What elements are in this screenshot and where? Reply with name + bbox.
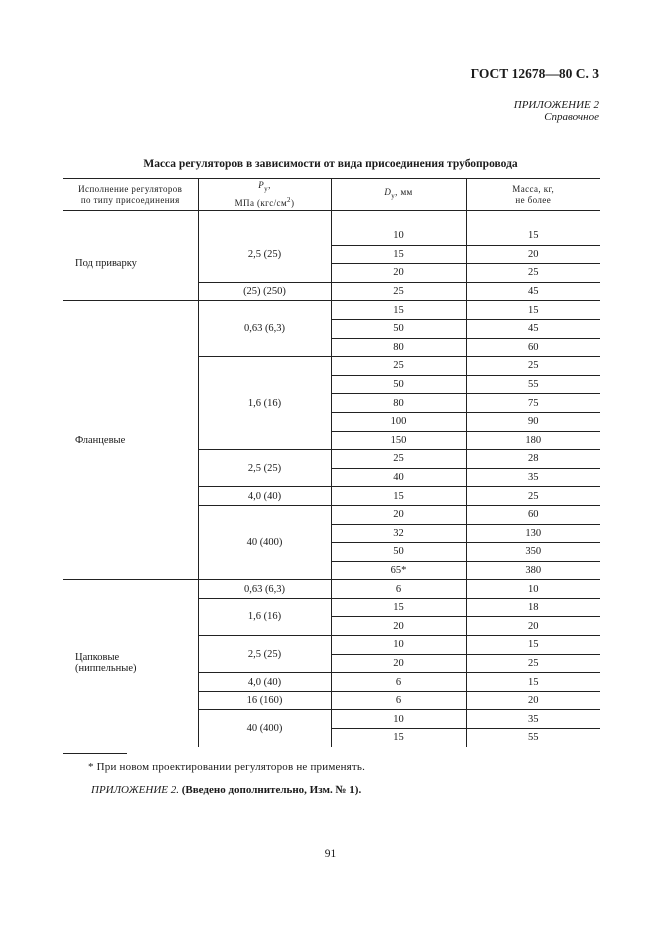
amendment-note-appendix: ПРИЛОЖЕНИЕ 2. bbox=[91, 784, 179, 796]
mass-cell: 130 bbox=[466, 524, 600, 543]
header-pressure bbox=[198, 179, 331, 211]
mass-cell: 25 bbox=[466, 654, 600, 673]
diameter-cell: 65* bbox=[331, 561, 466, 580]
diameter-cell: 20 bbox=[331, 505, 466, 524]
pressure-cell: 1,6 (16) bbox=[198, 357, 331, 450]
diameter-cell: 10 bbox=[331, 636, 466, 655]
pressure-cell: 4,0 (40) bbox=[198, 673, 331, 692]
diameter-cell: 6 bbox=[331, 580, 466, 599]
table-header-row bbox=[63, 179, 600, 211]
pressure-cell: 40 (400) bbox=[198, 505, 331, 579]
mass-cell: 25 bbox=[466, 264, 600, 283]
mass-cell: 18 bbox=[466, 598, 600, 617]
pressure-cell: 0,63 (6,3) bbox=[198, 580, 331, 599]
appendix-type: Справочное bbox=[544, 111, 599, 123]
page-number: 91 bbox=[324, 848, 337, 860]
mass-cell: 45 bbox=[466, 282, 600, 301]
mass-cell: 10 bbox=[466, 580, 600, 599]
header-p-unit-sup: 2 bbox=[287, 195, 291, 204]
mass-cell: 25 bbox=[466, 487, 600, 506]
diameter-cell: 25 bbox=[331, 357, 466, 376]
mass-cell: 75 bbox=[466, 394, 600, 413]
header-d-unit: , мм bbox=[395, 187, 413, 198]
amendment-note-text: (Введено дополнительно, Изм. № 1). bbox=[181, 784, 362, 796]
header-p-unit-close: ) bbox=[290, 197, 295, 208]
mass-cell: 60 bbox=[466, 505, 600, 524]
diameter-cell: 15 bbox=[331, 598, 466, 617]
mass-cell: 20 bbox=[466, 245, 600, 264]
header-d-sub: y bbox=[391, 191, 396, 200]
mass-cell: 60 bbox=[466, 338, 600, 357]
connection-type-label: Цапковые bbox=[75, 652, 120, 664]
header-p-unit: МПа (кгс/см bbox=[234, 197, 288, 208]
mass-cell: 350 bbox=[466, 543, 600, 562]
pressure-cell: 4,0 (40) bbox=[198, 487, 331, 506]
diameter-cell: 150 bbox=[331, 431, 466, 450]
table-row bbox=[63, 227, 600, 245]
pressure-cell: 16 (160) bbox=[198, 691, 331, 710]
diameter-cell: 32 bbox=[331, 524, 466, 543]
mass-table-body bbox=[63, 179, 600, 747]
header-col1-line2: по типу присоединения bbox=[80, 194, 180, 205]
connection-type-cell bbox=[63, 580, 198, 747]
diameter-cell: 15 bbox=[331, 487, 466, 506]
header-mass-line2: не более bbox=[515, 194, 552, 205]
header-p-sub: y bbox=[264, 184, 269, 193]
mass-cell: 15 bbox=[528, 230, 539, 242]
header-mass bbox=[466, 179, 600, 211]
diameter-cell: 80 bbox=[331, 338, 466, 357]
header-mass-line1: Масса, кг, bbox=[512, 183, 555, 194]
diameter-cell: 20 bbox=[331, 264, 466, 283]
diameter-cell: 15 bbox=[331, 729, 466, 747]
mass-cell: 15 bbox=[466, 673, 600, 692]
diameter-cell: 10 bbox=[331, 710, 466, 729]
diameter-cell: 15 bbox=[331, 301, 466, 320]
header-connection-type bbox=[63, 179, 198, 211]
mass-table bbox=[63, 178, 600, 747]
diameter-cell: 50 bbox=[331, 375, 466, 394]
connection-type-label: Фланцевые bbox=[75, 434, 126, 446]
pressure-cell: (25) (250) bbox=[198, 282, 331, 301]
header-diameter bbox=[331, 179, 466, 211]
diameter-cell: 25 bbox=[331, 450, 466, 469]
mass-cell: 25 bbox=[466, 357, 600, 376]
diameter-cell: 6 bbox=[331, 691, 466, 710]
header-p-symbol: P bbox=[258, 180, 265, 191]
mass-cell: 180 bbox=[466, 431, 600, 450]
table-spacer-row bbox=[63, 211, 600, 228]
pressure-cell: 0,63 (6,3) bbox=[198, 301, 331, 357]
diameter-cell: 10 bbox=[331, 227, 466, 245]
diameter-cell: 6 bbox=[331, 673, 466, 692]
diameter-cell: 50 bbox=[331, 543, 466, 562]
diameter-cell: 15 bbox=[331, 245, 466, 264]
connection-type-cell bbox=[63, 301, 198, 580]
connection-type-label: Под приварку bbox=[75, 258, 137, 270]
mass-cell: 380 bbox=[466, 561, 600, 580]
table-row bbox=[63, 301, 600, 320]
mass-cell: 15 bbox=[466, 301, 600, 320]
mass-cell: 55 bbox=[466, 729, 600, 747]
appendix-label bbox=[514, 99, 599, 123]
pressure-cell: 2,5 (25) bbox=[198, 227, 331, 282]
pressure-cell: 2,5 (25) bbox=[198, 450, 331, 487]
mass-cell: 35 bbox=[466, 468, 600, 487]
mass-cell: 45 bbox=[466, 319, 600, 338]
mass-cell: 35 bbox=[466, 710, 600, 729]
diameter-cell: 80 bbox=[331, 394, 466, 413]
table-title: Масса регуляторов в зависимости от вида присоединения трубопровода bbox=[143, 158, 518, 170]
mass-cell: 28 bbox=[466, 450, 600, 469]
diameter-cell: 50 bbox=[331, 319, 466, 338]
mass-cell: 20 bbox=[466, 691, 600, 710]
document-header: ГОСТ 12678—80 С. 3 bbox=[470, 66, 599, 81]
header-d-symbol: D bbox=[384, 187, 392, 198]
footnote-divider bbox=[63, 753, 127, 754]
diameter-cell: 20 bbox=[331, 654, 466, 673]
table-row bbox=[63, 580, 600, 599]
pressure-cell: 2,5 (25) bbox=[198, 636, 331, 673]
mass-cell: 90 bbox=[466, 412, 600, 431]
diameter-cell: 100 bbox=[331, 412, 466, 431]
connection-type-label-2: (ниппельные) bbox=[75, 663, 137, 675]
mass-cell: 20 bbox=[466, 617, 600, 636]
pressure-cell: 1,6 (16) bbox=[198, 598, 331, 635]
diameter-cell: 40 bbox=[331, 468, 466, 487]
header-p-comma: , bbox=[268, 180, 271, 191]
mass-cell: 55 bbox=[466, 375, 600, 394]
appendix-number: ПРИЛОЖЕНИЕ 2 bbox=[513, 99, 599, 111]
header-col1-line1: Исполнение регуляторов bbox=[78, 183, 183, 194]
mass-cell: 15 bbox=[466, 636, 600, 655]
amendment-note bbox=[91, 784, 361, 796]
diameter-cell: 25 bbox=[331, 282, 466, 301]
footnote: * При новом проектировании регуляторов не применять. bbox=[88, 761, 366, 773]
diameter-cell: 20 bbox=[331, 617, 466, 636]
pressure-cell: 40 (400) bbox=[198, 710, 331, 747]
connection-type-cell bbox=[63, 227, 198, 301]
